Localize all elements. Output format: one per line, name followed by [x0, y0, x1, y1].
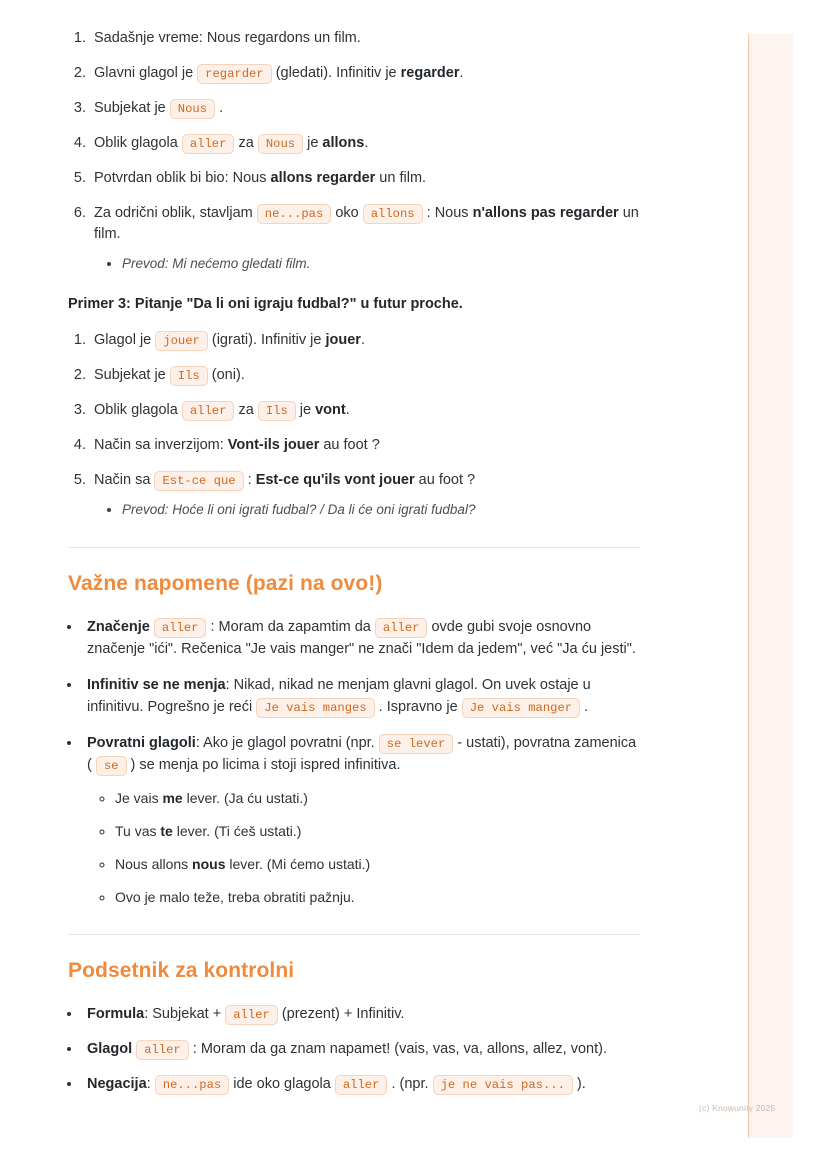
list-item: 2. Subjekat je Ils (oni). [90, 365, 640, 386]
inline-code: Je vais manger [462, 698, 580, 718]
sub-list [122, 500, 640, 520]
list-item: • Glagol aller : Moram da ga znam napamet! (vais, vas, va, allons, allez, vont). [82, 1038, 640, 1060]
list-item: • Negacija: ne...pas ide oko glagola aller . (npr. je ne vais pas... ). [82, 1073, 640, 1095]
inline-code: Ils [170, 366, 208, 386]
inline-bold: vont [315, 402, 346, 419]
inline-code: Ils [258, 401, 296, 421]
inline-code: jouer [155, 331, 208, 351]
inline-bold: te [160, 822, 173, 839]
inline-bold: n'allons pas regarder [472, 205, 619, 222]
inline-code: se [96, 756, 127, 776]
inline-italic: Prevod: Mi nećemo gledati film. [122, 256, 311, 272]
sub-list-item [122, 254, 640, 274]
inline-bold: regarder [400, 65, 460, 82]
inline-bold: Glagol [87, 1040, 137, 1057]
section-divider-2 [68, 934, 640, 935]
inline-code: aller [182, 401, 235, 421]
inline-code: Est-ce que [154, 471, 243, 491]
reminder-section-title: Podsetnik za kontrolni [68, 958, 295, 982]
inline-bold: Est-ce qu'ils vont jouer [255, 472, 415, 489]
inline-bold: nous [192, 855, 226, 872]
inline-bold: Značenje [87, 618, 154, 635]
example3-step-list [90, 330, 640, 520]
notes-list [82, 616, 640, 908]
inline-code: ne...pas [257, 204, 332, 224]
sub-list [122, 254, 640, 274]
inline-bold: allons regarder [270, 170, 376, 187]
list-item: 6. Za odrični oblik, stavljam ne...pas oko allons : Nous n'allons pas regarder un film. • Prevod: Mi nećemo gledati film. [90, 203, 640, 274]
list-item: • Značenje aller : Moram da zapamtim da aller ovde gubi svoje osnovno značenje "ići". Rečenica "Je vais manger" ne znači "Idem da jedem", već "Ja ću jesti". [82, 616, 640, 661]
list-item: 5. Način sa Est-ce que : Est-ce qu'ils vont jouer au foot ? • Prevod: Hoće li oni igrati fudbal? / Da li će oni igrati fudbal? [90, 470, 640, 520]
inline-code: se lever [379, 734, 454, 754]
list-item: • Formula: Subjekat + aller (prezent) + Infinitiv. [82, 1003, 640, 1025]
reminder-list [82, 1003, 640, 1096]
page-side-strip [748, 34, 793, 1138]
list-item: 2. Glavni glagol je regarder (gledati). Infinitiv je regarder. [90, 63, 640, 84]
inline-bold: me [162, 789, 183, 806]
inline-code: aller [335, 1075, 388, 1095]
sub-list [115, 788, 640, 908]
example3-heading: Primer 3: Pitanje "Da li oni igraju fudbal?" u futur proche. [68, 296, 463, 313]
list-item: 5. Potvrdan oblik bi bio: Nous allons regarder un film. [90, 168, 640, 189]
inline-code: Je vais manges [256, 698, 374, 718]
list-item: 3. Subjekat je Nous . [90, 98, 640, 119]
inline-bold: Negacija [87, 1076, 147, 1093]
inline-code: aller [225, 1005, 278, 1025]
list-item: 1. Sadašnje vreme: Nous regardons un film. [90, 28, 640, 49]
section-divider-1 [68, 547, 640, 548]
inline-code: aller [136, 1040, 189, 1060]
list-item: 1. Glagol je jouer (igrati). Infinitiv je jouer. [90, 330, 640, 351]
notes-section-title: Važne napomene (pazi na ovo!) [68, 571, 383, 595]
inline-bold: Formula [87, 1005, 145, 1022]
example2-step-list [90, 28, 640, 274]
inline-code: Nous [258, 134, 303, 154]
inline-bold: Povratni glagoli [87, 734, 196, 751]
sub-list-item: ◦ Je vais me lever. (Ja ću ustati.) [115, 788, 640, 809]
inline-code: ne...pas [155, 1075, 230, 1095]
watermark: (c) Knowunity 2025 [699, 1103, 776, 1113]
inline-code: aller [375, 618, 428, 638]
inline-code: allons [363, 204, 423, 224]
list-item: 4. Način sa inverzijom: Vont-ils jouer au foot ? [90, 435, 640, 456]
inline-italic: Prevod: Hoće li oni igrati fudbal? / Da li će oni igrati fudbal? [122, 502, 476, 518]
inline-bold: Vont-ils jouer [227, 437, 320, 454]
sub-list-item: ◦ Tu vas te lever. (Ti ćeš ustati.) [115, 821, 640, 842]
list-item: 4. Oblik glagola aller za Nous je allons. [90, 133, 640, 154]
inline-code: regarder [197, 64, 272, 84]
list-item: • Infinitiv se ne menja: Nikad, nikad ne menjam glavni glagol. On uvek ostaje u infinitivu. Pogrešno je reći Je vais manges . Ispravno je Je vais manger . [82, 674, 640, 719]
sub-list-item [122, 500, 640, 520]
sub-list-item: ◦ Ovo je malo teže, treba obratiti pažnju. [115, 887, 640, 908]
list-item: 3. Oblik glagola aller za Ils je vont. [90, 400, 640, 421]
inline-code: aller [182, 134, 235, 154]
inline-bold: allons [322, 135, 365, 152]
inline-bold: Infinitiv se ne menja [87, 676, 226, 693]
sub-list-item: ◦ Nous allons nous lever. (Mi ćemo ustati.) [115, 854, 640, 875]
list-item: • Povratni glagoli: Ako je glagol povratni (npr. se lever - ustati), povratna zamenica ( se ) se menja po licima i stoji ispred infinitiva. ◦ Je vais me lever. (Ja ću ustati.) ◦ Tu vas te lever. (Ti ćeš ustati.) ◦ Nous allons nous lever. (Mi ćemo ustati.) ◦ Ovo je malo teže, treba obratiti pažnju. [82, 732, 640, 908]
inline-code: Nous [170, 99, 215, 119]
inline-code: aller [154, 618, 207, 638]
inline-code: je ne vais pas... [433, 1075, 573, 1095]
inline-bold: jouer [325, 332, 361, 349]
document-content [68, 28, 640, 1109]
